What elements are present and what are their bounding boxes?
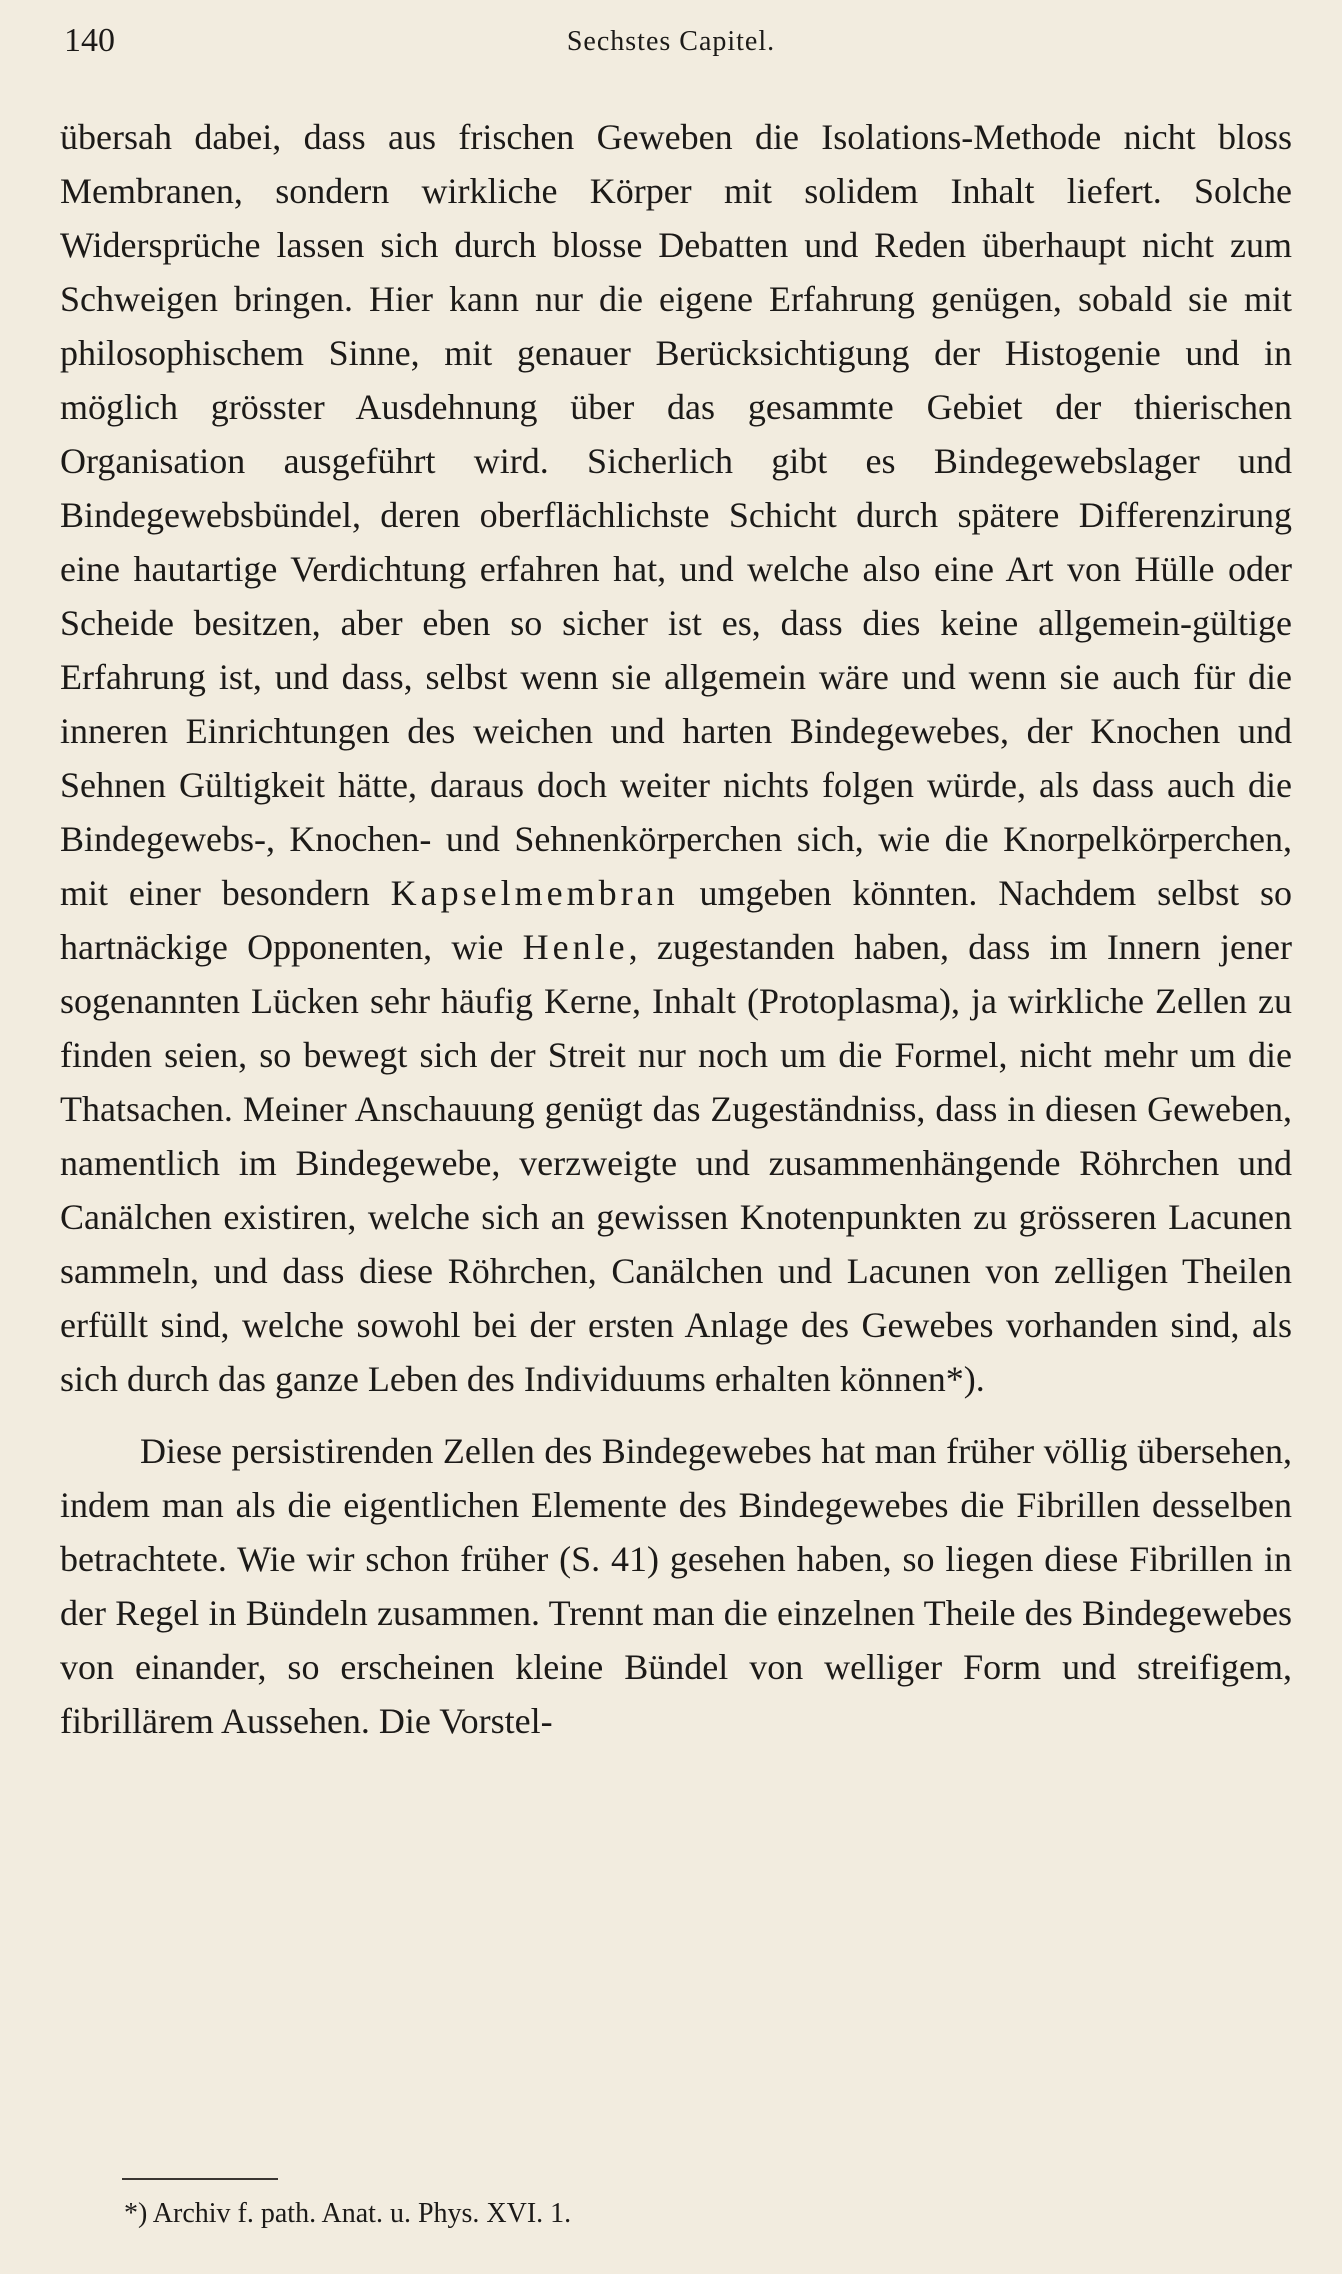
chapter-title: Sechstes Capitel. <box>566 26 776 57</box>
paragraph-1 <box>60 110 1292 1406</box>
paragraph-2: Diese persistirenden Zellen des Bindegewebes hat man früher völlig übersehen, indem man als die eigentlichen Elemente des Bindegewebes die Fibrillen desselben betrachtete. Wie wir schon früher (S. 41) gesehen haben, so liegen diese Fibrillen in der Regel in Bündeln zusammen. Trennt man die einzelnen Theile des Bindegewebes von einander, so erscheinen kleine Bündel von welliger Form und streifigem, fibrillärem Aussehen. Die Vorstel- <box>60 1431 1292 1741</box>
paragraph-1-part-a: übersah dabei, dass aus frischen Geweben die Isolations-Methode nicht bloss Membranen, sondern wirkliche Körper mit solidem Inhalt liefert. Solche Widersprüche lassen sich durch blosse Debatten und Reden überhaupt nicht zum Schweigen bringen. Hier kann nur die eigene Erfahrung genügen, sobald sie mit philosophischem Sinne, mit genauer Berücksichtigung der Histogenie und in möglich grösster Ausdehnung über das gesammte Gebiet der thierischen Organisation ausgeführt wird. Sicherlich gibt es Bindegewebslager und Bindegewebsbündel, deren oberflächlichste Schicht durch spätere Differenzirung eine hautartige Verdichtung erfahren hat, und welche also eine Art von Hülle oder Scheide besitzen, aber eben so sicher ist es, dass dies keine allgemein-gültige Erfahrung ist, und dass, selbst wenn sie allgemein wäre und wenn sie auch für die inneren Einrichtungen des weichen und harten Bindegewebes, der Knochen und Sehnen Gültigkeit hätte, daraus doch weiter nichts folgen würde, als dass auch die Bindegewebs-, Knochen- und Sehnenkörperchen sich, wie die Knorpelkörperchen, mit einer besondern <box>60 117 1292 913</box>
running-head <box>60 22 1282 68</box>
emphasized-term-kapselmembran: Kapselmembran <box>390 873 679 913</box>
paragraph-1-part-c: , zugestanden haben, dass im Innern jener sogenannten Lücken sehr häufig Kerne, Inhalt (Protoplasma), ja wirkliche Zellen zu finden seien, so bewegt sich der Streit nur noch um die Formel, nicht mehr um die Thatsachen. Meiner Anschauung genügt das Zugeständniss, dass in diesen Geweben, namentlich im Bindegewebe, verzweigte und zusammenhängende Röhrchen und Canälchen existiren, welche sich an gewissen Knotenpunkten zu grösseren Lacunen sammeln, und dass diese Röhrchen, Canälchen und Lacunen von zelligen Theilen erfüllt sind, welche sowohl bei der ersten Anlage des Gewebes vorhanden sind, als sich durch das ganze Leben des Individuums erhalten können*). <box>60 927 1292 1399</box>
paragraph-1-part-b: umgeben könnten. Nachdem selbst so hartnäckige Opponenten, wie <box>60 873 1293 967</box>
footnote-divider <box>122 2178 278 2180</box>
body-text <box>60 110 1292 1748</box>
footnote: *) Archiv f. path. Anat. u. Phys. XVI. 1. <box>124 2198 572 2229</box>
emphasized-name-henle: Henle <box>522 927 629 967</box>
page-number: 140 <box>64 22 115 59</box>
